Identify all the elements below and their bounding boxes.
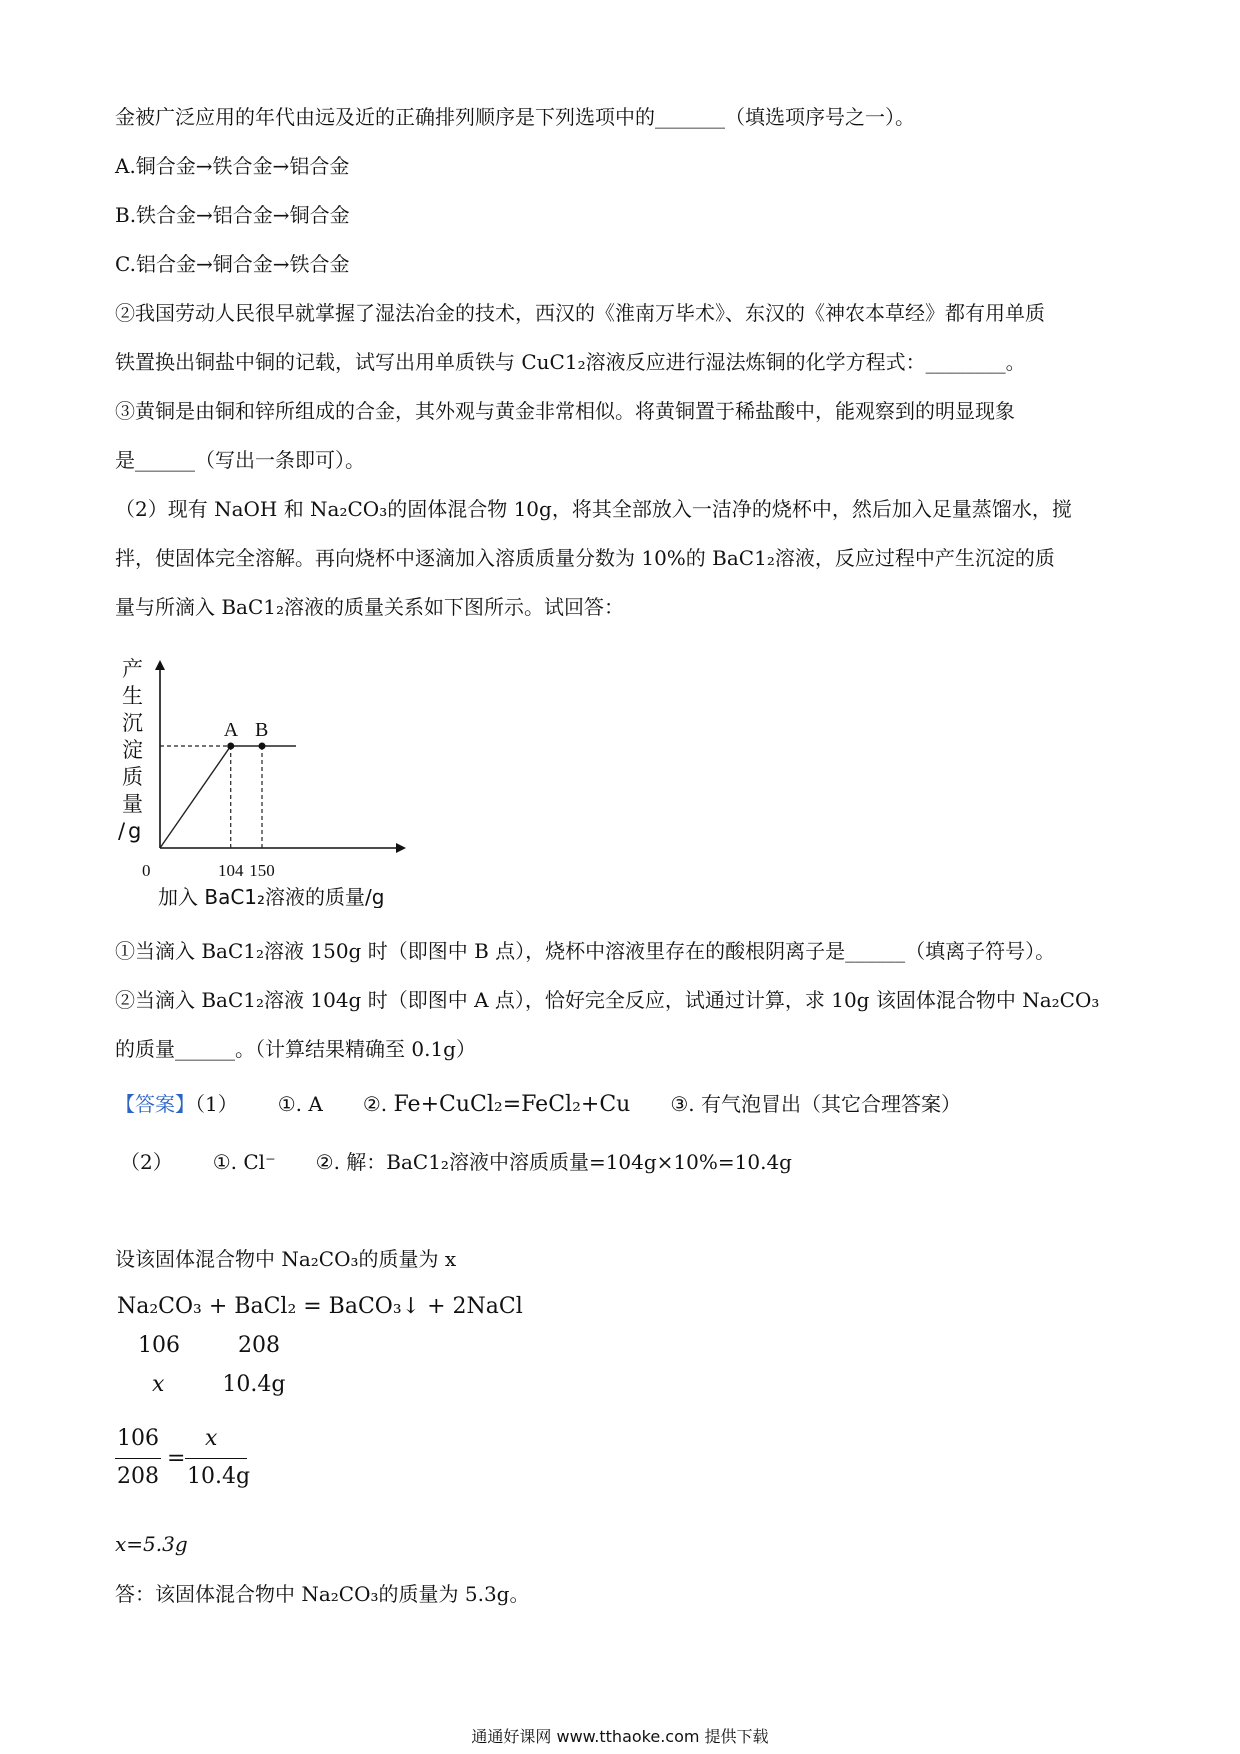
- option-c: C.铝合金→铜合金→铁合金: [115, 252, 350, 276]
- answer-line-1: [115, 1090, 961, 1119]
- answer-part-1: （1）: [195, 1092, 238, 1116]
- answer-part-2: （2）: [120, 1150, 173, 1174]
- frac-den-1: 208: [117, 1464, 159, 1489]
- point-B: [259, 743, 266, 750]
- answer-1: ①. A: [277, 1092, 323, 1116]
- frac-bar-1: [115, 1458, 161, 1459]
- y-axis-label: 产生沉淀质量/ g: [118, 657, 143, 843]
- answer-2-prefix: ②.: [362, 1092, 388, 1116]
- frac-num-2: x: [205, 1426, 218, 1451]
- proportion-fraction: [115, 1424, 265, 1504]
- question-3-line-1: ③黄铜是由铜和锌所组成的合金，其外观与黄金非常相似。将黄铜置于稀盐酸中，能观察到的明显现象: [115, 399, 1015, 423]
- answer-3: ③. 有气泡冒出（其它合理答案）: [670, 1092, 961, 1116]
- solution-equation: Na₂CO₃ + BaCl₂ = BaCO₃↓ + 2NaCl: [117, 1294, 523, 1319]
- tick-label-0: 0: [142, 861, 151, 880]
- answer-tag: 【答案】: [115, 1092, 195, 1116]
- part-2-line-3: 量与所滴入 BaC1₂溶液的质量关系如下图所示。试回答：: [115, 595, 625, 619]
- question-2-line-1: ②我国劳动人民很早就掌握了湿法冶金的技术，西汉的《淮南万毕术》、东汉的《神农本草经》都有用单质: [115, 301, 1045, 325]
- solution-mass-row: [138, 1331, 280, 1361]
- point-A: [227, 743, 234, 750]
- series-line: [160, 746, 296, 848]
- equals-sign: =: [167, 1446, 186, 1471]
- sub-question-2-line-2: 的质量______。（计算结果精确至 0.1g）: [115, 1037, 476, 1061]
- answer-line-2: [120, 1148, 792, 1176]
- question-2-line-2: 铁置换出铜盐中铜的记载，试写出用单质铁与 CuC1₂溶液反应进行湿法炼铜的化学方程式：________。: [115, 350, 1026, 374]
- solution-final: 答：该固体混合物中 Na₂CO₃的质量为 5.3g。: [115, 1582, 530, 1606]
- part-2-line-1: （2）现有 NaOH 和 Na₂CO₃的固体混合物 10g，将其全部放入一洁净的烧杯中，然后加入足量蒸馏水，搅: [115, 497, 1072, 521]
- solution-var-row: [152, 1370, 286, 1400]
- chart-svg: [108, 648, 448, 908]
- option-a: A.铜合金→铁合金→铝合金: [115, 154, 350, 178]
- mass-na2co3: 106: [138, 1333, 180, 1358]
- var-x: x: [152, 1372, 165, 1397]
- question-3-line-2: 是______（写出一条即可）。: [115, 448, 365, 472]
- var-10-4g: 10.4g: [222, 1372, 286, 1397]
- answer-b2: ②. 解：BaC1₂溶液中溶质质量=104g×10%=10.4g: [315, 1150, 792, 1174]
- x-axis-arrow: [396, 843, 406, 853]
- mass-bacl2: 208: [238, 1333, 280, 1358]
- frac-num-1: 106: [117, 1426, 159, 1451]
- frac-den-2: 10.4g: [187, 1464, 251, 1489]
- point-label-B: B: [255, 719, 269, 741]
- sub-question-1: ①当滴入 BaC1₂溶液 150g 时（即图中 B 点），烧杯中溶液里存在的酸根阴离子是______（填离子符号）。: [115, 939, 1056, 963]
- answer-2-formula: Fe+CuCl₂=FeCl₂+Cu: [393, 1092, 631, 1117]
- frac-bar-2: [185, 1458, 247, 1459]
- precipitate-chart: [108, 648, 448, 908]
- question-line-1: 金被广泛应用的年代由远及近的正确排列顺序是下列选项中的_______（填选项序号之一）。: [115, 105, 915, 129]
- point-label-A: A: [223, 719, 239, 741]
- solution-result: x=5.3g: [115, 1532, 188, 1556]
- y-axis-arrow: [155, 660, 165, 670]
- answer-b1: ①. Cl⁻: [212, 1150, 276, 1174]
- tick-label-104: 104: [217, 861, 244, 880]
- sub-question-2-line-1: ②当滴入 BaC1₂溶液 104g 时（即图中 A 点），恰好完全反应，试通过计算，求 10g 该固体混合物中 Na₂CO₃: [115, 988, 1100, 1012]
- page-footer: 通通好课网 www.tthaoke.com 提供下载: [471, 1727, 769, 1746]
- tick-label-150: 150: [249, 861, 275, 880]
- solution-let: 设该固体混合物中 Na₂CO₃的质量为 x: [115, 1247, 457, 1271]
- part-2-line-2: 拌，使固体完全溶解。再向烧杯中逐滴加入溶质质量分数为 10%的 BaC1₂溶液，反应过程中产生沉淀的质: [115, 546, 1055, 570]
- x-axis-label: 加入 BaC1₂溶液的质量/g: [158, 885, 385, 908]
- option-b: B.铁合金→铝合金→铜合金: [115, 203, 350, 227]
